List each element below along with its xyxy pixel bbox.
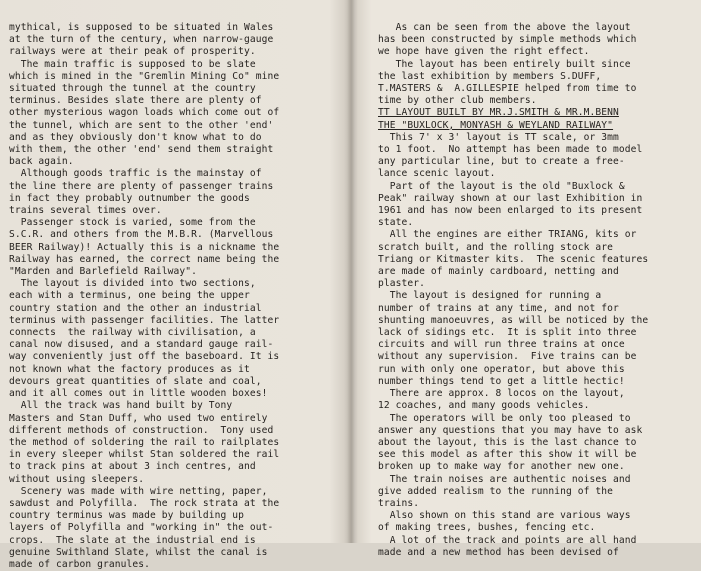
text-line: shunting manoeuvres, as will be noticed by the bbox=[378, 314, 649, 326]
text-line: the line there are plenty of passenger trains bbox=[9, 180, 274, 192]
text-line: Part of the layout is the old "Buxlock & bbox=[378, 180, 625, 192]
right-page bbox=[352, 0, 701, 558]
text-line: without using sleepers. bbox=[9, 473, 145, 485]
text-line: The operators will be only too pleased to bbox=[378, 412, 631, 424]
text-line: Peak" railway shown at our last Exhibition in bbox=[378, 192, 643, 204]
text-line: way conveniently just off the baseboard. It is bbox=[9, 351, 280, 363]
text-line: All the engines are either TRIANG, kits or bbox=[378, 229, 637, 241]
text-line: in every sleeper whilst Stan soldered the rail bbox=[9, 449, 280, 461]
text-line: of making trees, bushes, fencing etc. bbox=[378, 522, 596, 534]
text-line: without any supervision. Five trains can be bbox=[378, 351, 637, 363]
text-line: As can be seen from the above the layout bbox=[378, 22, 631, 33]
text-line: in fact they probably outnumber the goods bbox=[9, 192, 250, 204]
text-line: answer any questions that you may have to ask bbox=[378, 424, 643, 436]
text-line: canal now disused, and a standard gauge rail- bbox=[9, 339, 274, 351]
text-line: the tunnel, which are sent to the other 'end' bbox=[9, 119, 274, 131]
text-line: devours great quantities of slate and coal, bbox=[9, 375, 262, 387]
text-line: back again. bbox=[9, 156, 74, 168]
right-page-intro bbox=[378, 22, 696, 107]
text-line: terminus with passenger facilities. The latter bbox=[9, 314, 280, 326]
text-line: All the track was hand built by Tony bbox=[9, 400, 233, 412]
text-line: The main traffic is supposed to be slate bbox=[9, 58, 256, 70]
text-line: The layout is designed for running a bbox=[378, 290, 602, 302]
book-spine bbox=[344, 0, 358, 543]
text-line: connects the railway with civilisation, a bbox=[9, 327, 256, 339]
text-line: the method of soldering the rail to railplates bbox=[9, 436, 280, 448]
text-line: There are approx. 8 locos on the layout, bbox=[378, 388, 625, 400]
text-line: other mysterious wagon loads which come out of bbox=[9, 107, 280, 119]
text-line: country station and the other an industrial bbox=[9, 302, 262, 314]
text-line: 1961 and has now been enlarged to its present bbox=[378, 205, 643, 217]
text-line: genuine Swithland Slate, whilst the canal is bbox=[9, 546, 268, 558]
text-line: S.C.R. and others from the M.B.R. (Marvellous bbox=[9, 229, 274, 241]
right-page-text bbox=[378, 22, 696, 559]
text-line: This 7' x 3' layout is TT scale, or 3mm bbox=[378, 131, 619, 143]
text-line: any particular line, but to create a free- bbox=[378, 156, 625, 168]
text-line: crops. The slate at the industrial end is bbox=[9, 534, 256, 546]
text-line: with them, the other 'end' send them straight bbox=[9, 144, 274, 156]
text-line: run with only one operator, but above this bbox=[378, 363, 625, 375]
right-page-body bbox=[378, 132, 696, 559]
text-line: made and a new method has been devised of bbox=[378, 546, 619, 558]
text-line: Passenger stock is varied, some from the bbox=[9, 217, 256, 229]
text-line: number of trains at any time, and not for bbox=[378, 302, 619, 314]
text-line: circuits and will run three trains at once bbox=[378, 339, 625, 351]
text-line: country terminus was made by building up bbox=[9, 510, 245, 522]
text-line: at the turn of the century, when narrow-gauge bbox=[9, 34, 274, 46]
section-heading-railway-name: THE "BUXLOCK, MONYASH & WEYLAND RAILWAY" bbox=[378, 119, 614, 131]
text-line: trains. bbox=[378, 497, 420, 509]
text-line: scratch built, and the rolling stock are bbox=[378, 241, 614, 253]
text-line: plaster. bbox=[378, 278, 426, 290]
text-line: which is mined in the "Gremlin Mining Co" mine bbox=[9, 70, 280, 82]
text-line: we hope have given the right effect. bbox=[378, 46, 590, 58]
text-line: time by other club members. bbox=[378, 95, 537, 107]
text-line: the last exhibition by members S.DUFF, bbox=[378, 70, 602, 82]
text-line: Masters and Stan Duff, who used two entirely bbox=[9, 412, 268, 424]
text-line: broken up to make way for another new one. bbox=[378, 461, 625, 473]
text-line: 12 coaches, and many goods vehicles. bbox=[378, 400, 590, 412]
text-line: not known what the factory produces as it bbox=[9, 363, 250, 375]
text-line: and as they obviously don't know what to do bbox=[9, 131, 262, 143]
text-line: give added realism to the running of the bbox=[378, 485, 614, 497]
text-line: terminus. Besides slate there are plenty of bbox=[9, 95, 262, 107]
text-line: Scenery was made with wire netting, paper, bbox=[9, 485, 268, 497]
text-line: lance scenic layout. bbox=[378, 168, 496, 180]
text-line: and it all comes out in little wooden boxes! bbox=[9, 388, 268, 400]
text-line: T.MASTERS & A.GILLESPIE helped from time to bbox=[378, 83, 637, 95]
text-line: Although goods traffic is the mainstay of bbox=[9, 168, 262, 180]
text-line: different methods of construction. Tony used bbox=[9, 424, 274, 436]
text-line: mythical, is supposed to be situated in Wales bbox=[9, 22, 274, 33]
text-line: situated through the tunnel at the country bbox=[9, 83, 256, 95]
text-line: The layout is divided into two sections, bbox=[9, 278, 256, 290]
text-line: has been constructed by simple methods which bbox=[378, 34, 637, 46]
text-line: BEER Railway)! Actually this is a nickname the bbox=[9, 241, 280, 253]
text-line: to track pins at about 3 inch centres, and bbox=[9, 461, 256, 473]
text-line: number things tend to get a little hectic! bbox=[378, 375, 625, 387]
text-line: Triang or Kitmaster kits. The scenic features bbox=[378, 253, 649, 265]
text-line: state. bbox=[378, 217, 414, 229]
text-line: The layout has been entirely built since bbox=[378, 58, 631, 70]
text-line: Railway has earned, the correct name being the bbox=[9, 253, 280, 265]
text-line: trains several times over. bbox=[9, 205, 162, 217]
text-line: A lot of the track and points are all hand bbox=[378, 534, 637, 546]
left-page-text bbox=[9, 22, 341, 571]
text-line: railways were at their peak of prosperity. bbox=[9, 46, 256, 58]
text-line: to 1 foot. No attempt has been made to model bbox=[378, 144, 643, 156]
section-heading-layout-builders: TT LAYOUT BUILT BY MR.J.SMITH & MR.M.BENN bbox=[378, 107, 619, 119]
text-line: lack of sidings etc. It is split into three bbox=[378, 327, 637, 339]
text-line: "Marden and Barlefield Railway". bbox=[9, 266, 198, 278]
text-line: about the layout, this is the last chance to bbox=[378, 436, 637, 448]
text-line: are made of mainly cardboard, netting and bbox=[378, 266, 619, 278]
text-line: The train noises are authentic noises and bbox=[378, 473, 631, 485]
text-line: layers of Polyfilla and "working in" the out- bbox=[9, 522, 274, 534]
text-line: made of carbon granules. bbox=[9, 558, 151, 570]
text-line: see this model as after this show it will be bbox=[378, 449, 637, 461]
text-line: each with a terminus, one being the upper bbox=[9, 290, 250, 302]
text-line: Also shown on this stand are various ways bbox=[378, 510, 631, 522]
left-page bbox=[0, 0, 348, 570]
text-line: sawdust and Polyfilla. The rock strata at the bbox=[9, 497, 280, 509]
